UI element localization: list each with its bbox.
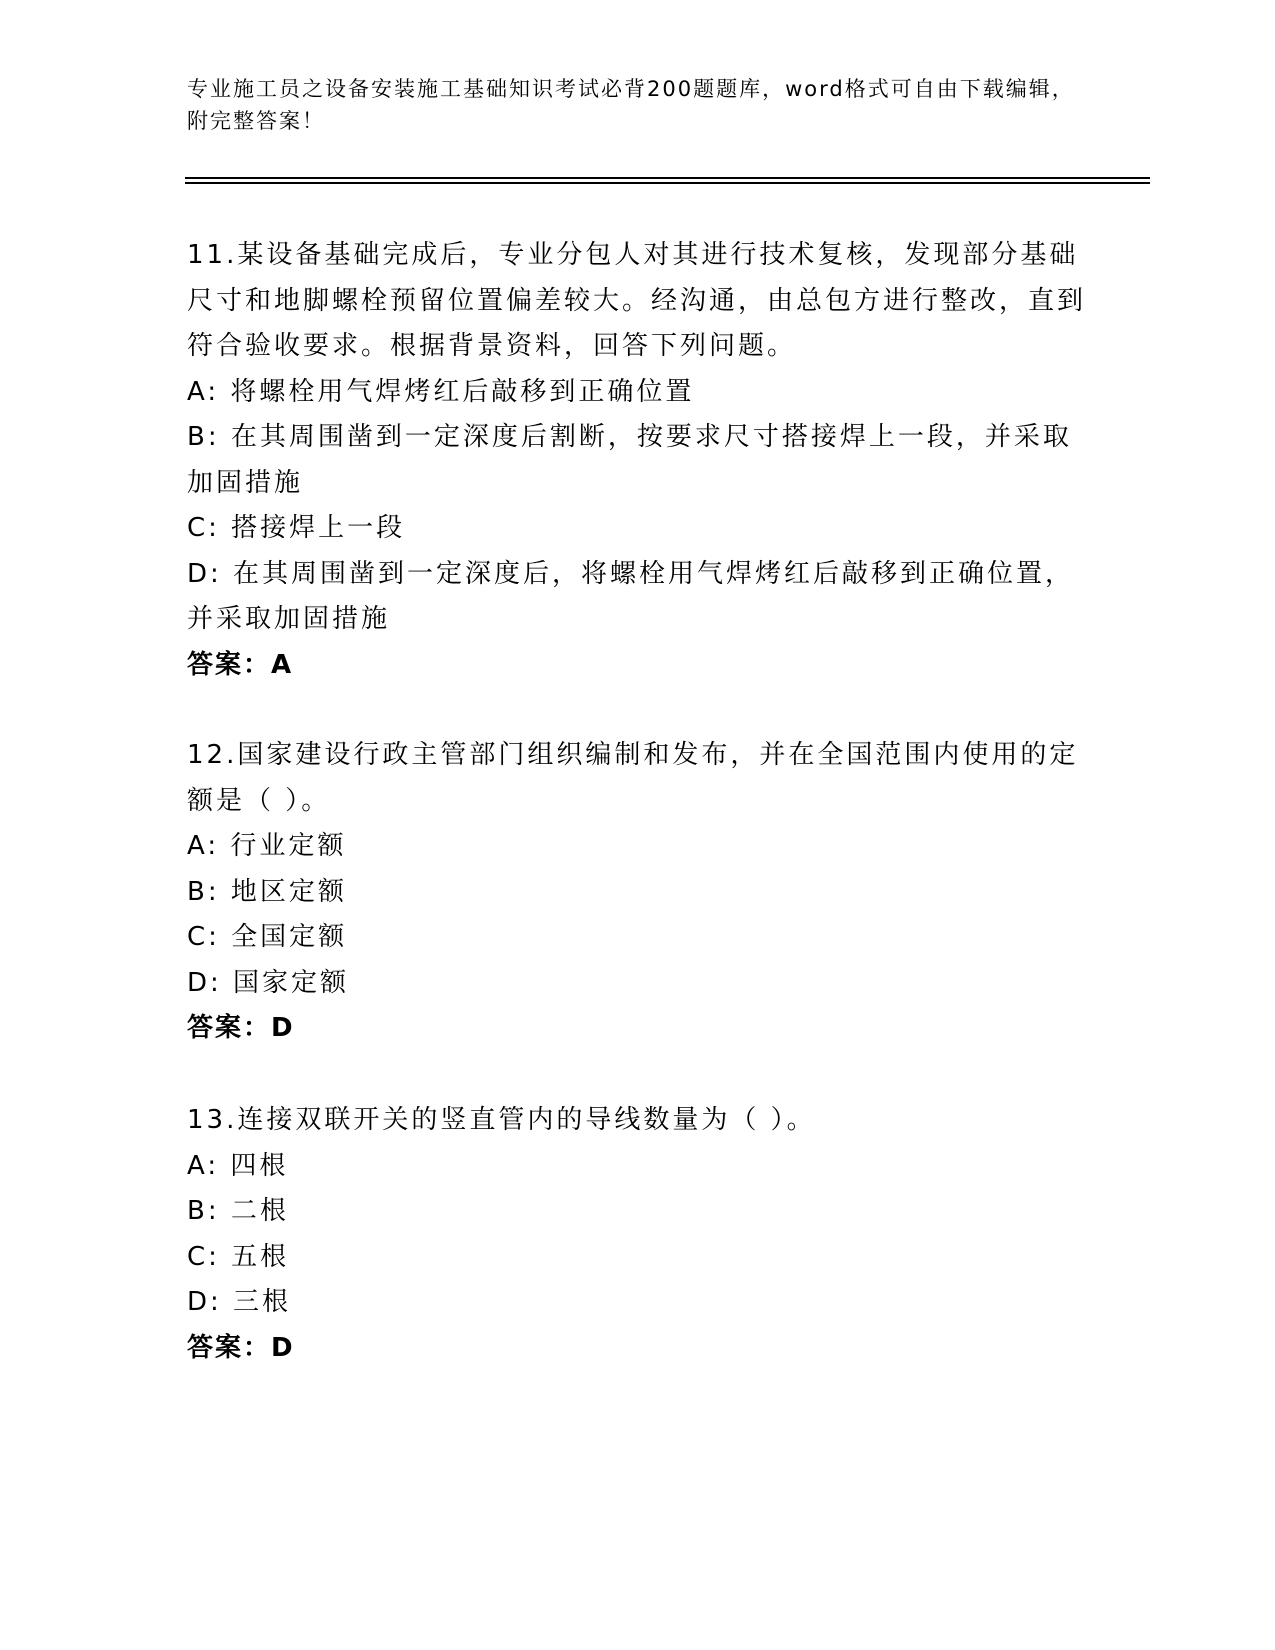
question-stem: 13.连接双联开关的竖直管内的导线数量为（ ）。: [187, 1105, 816, 1135]
question-stem: 11.某设备基础完成后，专业分包人对其进行技术复核，发现部分基础尺寸和地脚螺栓预留位置偏差较大。经沟通，由总包方进行整改，直到符合验收要求。根据背景资料，回答下列问题。: [187, 240, 1087, 361]
option-c: C: 搭接焊上一段: [187, 513, 406, 543]
question-12: [187, 733, 1087, 1052]
option-a: A: 行业定额: [187, 831, 347, 861]
option-b: B: 二根: [187, 1196, 289, 1226]
header-divider-top: [185, 177, 1150, 179]
option-b: B: 在其周围凿到一定深度后割断，按要求尺寸搭接焊上一段，并采取加固措施: [187, 422, 1072, 498]
header-divider-bottom: [185, 182, 1150, 184]
option-d: D: 在其周围凿到一定深度后，将螺栓用气焊烤红后敲移到正确位置，并采取加固措施: [187, 558, 1075, 634]
question-stem: 12.国家建设行政主管部门组织编制和发布，并在全国范围内使用的定额是（ ）。: [187, 740, 1079, 816]
question-13: [187, 1098, 1087, 1371]
option-a: A: 四根: [187, 1150, 289, 1181]
option-c: C: 全国定额: [187, 922, 348, 952]
document-header: [187, 73, 1087, 137]
question-11: [187, 233, 1087, 688]
option-d: D: 三根: [187, 1287, 292, 1317]
header-text: 专业施工员之设备安装施工基础知识考试必背200题题库，word格式可自由下载编辑，附完整答案！: [187, 77, 1075, 133]
option-d: D: 国家定额: [187, 967, 350, 998]
option-a: A: 将螺栓用气焊烤红后敲移到正确位置: [187, 376, 695, 407]
option-c: C: 五根: [187, 1241, 290, 1272]
option-b: B: 地区定额: [187, 876, 347, 907]
answer: 答案：D: [187, 1013, 295, 1043]
answer: 答案：D: [187, 1332, 295, 1363]
answer: 答案：A: [187, 649, 294, 680]
